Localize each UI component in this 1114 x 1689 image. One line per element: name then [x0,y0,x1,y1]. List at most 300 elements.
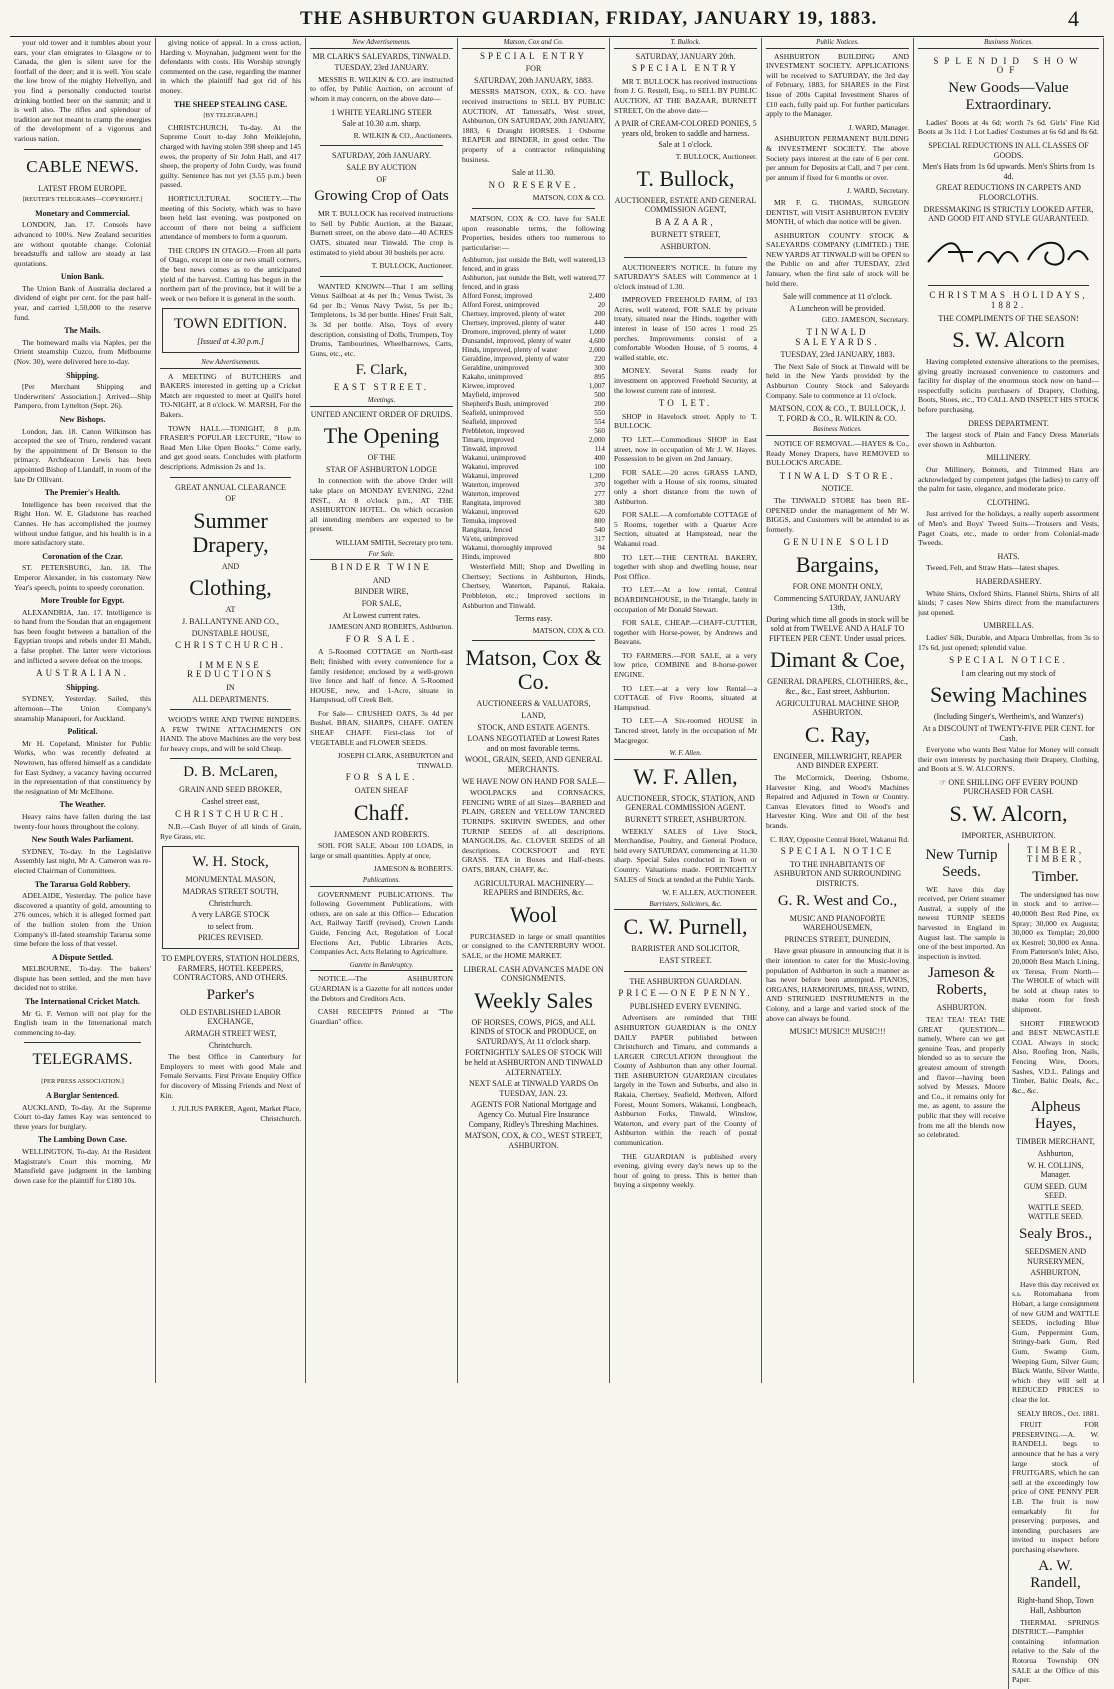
land-place: Ashburton, just outside the Belt, well watered, fenced, and in grass [462,256,598,274]
haberdashery: HABERDASHERY. [975,576,1042,586]
land-acres: 620 [594,508,605,517]
carpets: GREAT REDUCTIONS IN CARPETS AND FLOORCLOTHS. [936,183,1081,202]
column-2 [156,38,306,1383]
clearance-line: AT [225,605,236,615]
news-heading: The Mails. [64,326,101,336]
land-row [462,517,605,526]
land-row [462,310,605,319]
chaff-line: JAMESON AND ROBERTS. [333,829,430,839]
column-1 [10,38,156,1383]
stock-name: W. H. Stock, [192,854,269,871]
auctioneer-notice: AUCTIONEER'S NOTICE. In future my SATURDAY'S SALES will Commence at 1 o'clock instead of 1.30. [614,262,757,291]
land-place: Rangitata, improved [462,499,521,508]
land-row [462,346,605,355]
news-heading: A Dispute Settled. [51,952,114,962]
news-text: ST. PETERSBURG, Jan. 18. The Emperor Alexander, in his customary New Year's speech, points to speedy coronation. [14,563,151,592]
column-5 [610,38,762,1383]
news-text: Mr H. Copeland, Minister for Public Works, who was recently defeated at Newtown, has offered himself as a candidate for East Sydney, a vacancy having occurred in the representation of that constituency by the resignation of Mr McElhone. [14,738,151,796]
land-acres: 220 [594,355,605,364]
land-place: Seafield, improved [462,418,517,427]
column-6 [762,38,914,1383]
gum-seed: GUM SEED. GUM SEED. [1023,1181,1088,1201]
agri-machinery: AGRICULTURAL MACHINERY—REAPERS and BINDERS, &c. [473,878,594,898]
twine-sign: JAMESON AND ROBERTS, Ashburton. [328,622,453,632]
alcorn-sub: IMPORTER, ASHBURTON. [961,831,1056,841]
parker-line: Christchurch. [208,1040,253,1050]
druids-line: STAR OF ASHBURTON LODGE [326,464,437,474]
news-text: ALEXANDRIA, Jan. 17. Intelligence is to hand from the Soudan that an engagement has been fought between a battalion of the Egyptian troops and rebels under El Mahdi, a false prophet. The latter were victorious and inflicted a severe defeat on the troops. [14,607,151,665]
news-heading: The International Cricket Match. [25,997,140,1007]
dress-text: The largest stock of Plain and Fancy Dress Materials ever shown in Ashburton. [918,430,1099,449]
news-text: The Union Bank of Australia declared a dividend of eight per cent. for the past half-year, and carried 1,50,000 to the reserve fund. [14,283,151,322]
mc-line: LAND, [521,711,546,721]
let-item: TO LET.—At a low rental, Central BOARDINGHOUSE, in the Triangle, lately in occupation of Mr Donald Stewart. [614,585,757,614]
sheep-case-text: CHRISTCHURCH, To-day. At the Supreme Court to-day John Meiklejohn, charged with having stolen 398 sheep and 145 ewes, the property of Sir John Hall, and 417 sheep, the property of John Cordy, was found guilty. Sentence has not yet (3.55 p.m.) been passed. [160,122,301,190]
news-heading: The Lambing Down Case. [38,1135,127,1145]
clearance-line: DUNSTABLE HOUSE, [191,628,270,638]
firewood-text: SHORT FIREWOOD and BEST NEWCASTLE COAL Always in stock; Also, Roofing Iron, Nails, Fencing Wire, Doors, Sashes, V.D.L. Palings and Timber, Baltic Deals, &c., &c., &c. [1012,1018,1099,1095]
news-text: MELBOURNE, To-day. The bakers' dispute has been settled, and the men have decided not to strike. [14,964,151,993]
guardian-line: PUBLISHED EVERY EVENING. [629,1001,742,1011]
tinwald-date: TUESDAY, 23rd JANUARY, 1883. [780,350,895,360]
telegrams-credit: [PER PRESS ASSOCIATION.] [41,1078,124,1086]
timber-title: Timber. [1032,868,1079,885]
sewing-machines: Sewing Machines [929,682,1088,708]
oats-of: OF [376,174,387,184]
special-date: SATURDAY, 20th JANUARY, 1883. [474,75,593,85]
land-acres: 380 [594,499,605,508]
section-label: Publications. [310,876,453,887]
ray-text: The McCormick, Deering, Osborne, Harvester King, and Wood's Machines Repaired and Adjusted in Town or Country. Canvas Elevators fitted to Wood's and Harvester King. Wire and Oil of the best brands. [766,773,909,830]
land-place: Shepherd's Bush, unimproved [462,400,549,409]
clearance-clothing: Clothing, [189,575,272,601]
land-row [462,490,605,499]
column-7 [914,38,1104,1685]
clearance-line: CHRISTCHURCH. [175,640,286,651]
land-acres: 400 [594,454,605,463]
land-row [462,274,605,292]
hats-prices: Men's Hats from 1s 6d upwards. Men's Shirts from 1s 4d. [922,162,1095,181]
news-heading: The Tararua Gold Robbery. [34,879,131,889]
land-place: Kakaho, unimproved [462,373,523,382]
alcorn-text: Having completed extensive alterations to the premises, giving greatly increased convenience to customers and facility for display of the enormous stock now on hand—respectfully solicits purchasers of Drapery, Clothing, Boots, Shoes, etc., TO CALL AND INSPECT HIS STOCK before purchasing. [918,357,1099,415]
land-row [462,337,605,346]
west-line: MUSIC AND PIANOFORTE WAREHOUSEMEN, [789,913,886,933]
news-text: SYDNEY, To-day. In the Legislative Assembly last night, Mr A. Cameron was re-elected Chairman of Committees. [14,846,151,875]
column-header: W. F. Allen. [614,749,757,760]
ray-line: ENGINEER, MILLWRIGHT, REAPER AND BINDER EXPERT. [772,751,903,771]
ray-sign: C. RAY, Opposite Central Hotel, Wakanui Rd. [770,834,909,844]
chaff-line: FOR SALE. [345,772,418,783]
west-foot: MUSIC! MUSIC!! MUSIC!!! [789,1027,886,1037]
land-row [462,328,605,337]
wool-onhand: WE HAVE NOW ON HAND FOR SALE— [462,776,605,786]
hats-text: Tweed, Felt, and Straw Hats—latest shapes. [926,563,1060,573]
soil-sign: JAMESON & ROBERTS. [373,864,453,874]
wilkin-steer: 1 WHITE YEARLING STEER [331,107,432,117]
bullock-line: BAZAAR, [655,216,716,227]
let-item: TO FARMERS.—FOR SALE, at a very low price, COMBINE and 8-horse-power ENGINE. [614,650,757,680]
matson-sign: MATSON, COX & CO. [532,193,605,203]
news-text: London, Jan. 18. Canon Wilkinson has accepted the see of Truro, rendered vacant by the appointment of Dr Benson to the primacy. Archdeacon Lewis has been appointed Bishop of Llandaff, in room of the late Dr Ollivant. [14,426,151,484]
news-heading: Monetary and Commercial. [35,208,130,218]
mclaren-line: GRAIN AND SEED BROKER, [179,785,282,795]
perm-ad: ASHBURTON PERMANENT BUILDING & INVESTMENT SOCIETY. The above Society pays interest at the rate of 6 per cent. per annum for Deposits at Call, and 7 per cent. per annum if fixed for 6 months or over. [766,134,909,182]
christmas-holidays: CHRISTMAS HOLIDAYS, 1882. [929,290,1088,310]
telegrams-heading: TELEGRAMS. [32,1051,133,1069]
section-label: Gazette in Bankruptcy. [310,961,453,972]
news-text: LONDON, Jan. 17. Consols have advanced to 100¼. New Zealand securities are without quotable change. Colonial breadstuffs and tallow are steady at last quotations. [14,220,151,268]
umbrellas: UMBRELLAS. [983,621,1034,631]
land-place: Wakanui, improved [462,472,519,481]
jr-address: ASHBURTON. [936,1003,987,1013]
thomas-ad: MR F. G. THOMAS, SURGEON DENTIST, will VISIT ASHBURTON EVERY MONTH, of which due notice will be given. [766,197,909,227]
bullock-line: BURNETT STREET, [650,230,721,240]
hayes-line: Ashburton, [1037,1148,1074,1158]
binders-ad: WOOD'S WIRE AND TWINE BINDERS. A FEW TWINE ATTACHMENTS ON HAND. The above Machines are the very best for heavy crops, and will be sold Cheap. [160,715,301,753]
timber-text: The undersigned has now in stock and to arrive— 40,000ft Best Red Pine, ex Spray; 30,000 ex Augusta; 30,000 ex Templar; 20,000 ex Kestrel; 30,000 ex Anna. From Patterson's Inlet; Also, 20,000ft Best Match Lining, ex Teresa, From North— The WHOLE of which will be sold at cheap rates to make room for fresh shipment. [1012,889,1099,1014]
ray-name: C. Ray, [804,721,871,747]
mc-line: AUCTIONEERS & VALUATORS, [476,699,591,709]
masthead-title: THE ASHBURTON GUARDIAN, FRIDAY, JANUARY 19, 1883. [300,8,878,29]
cash-receipts: CASH RECEIPTS Printed at "The Guardian" office. [310,1007,453,1026]
news-heading: Political. [67,727,98,737]
land-row [462,400,605,409]
land-row [462,508,605,517]
news-text: AUCKLAND, To-day. At the Supreme Court to-day James Kay was sentenced to three years for burglary. [14,1102,151,1131]
west-text: Have great pleasure in announcing that it is their intention to cater for the Music-loving population of Ashburton in such a manner as has never before been attempted. PIANOS, ORGANS, HARMONIUMS, BRASS, WIND, AND STRINGED INSTRUMENTS in the Colony, and a large and varied stock of the above can always be found. [766,946,909,1023]
abs-ad: ASHBURTON BUILDING AND INVESTMENT SOCIETY. APPLICATIONS will be received to SATURDAY, the 3rd day of February, 1883, for SHARES in the First Issue of 200s Capital Investment Shares of £10 each, fully paid up. For further particulars apply to the Manager. [766,51,909,119]
section-label: New Advertisements. [310,38,453,49]
store-text: The TINWALD STORE has been RE-OPENED under the management of Mr W. BIGGS, and Customers will be attended to as formerly. [766,495,909,534]
sewing-sub: (Including Singer's, Wertheim's, and Wanzer's) [933,712,1084,722]
land-acres: 440 [594,319,605,328]
wool-merchants: WOOL, GRAIN, SEED, AND GENERAL MERCHANTS. [464,755,603,774]
clothing: CLOTHING. [987,497,1030,507]
bargains-line: During which time all goods in stock will be sold at from TWELVE AND A HALF TO FIFTEEN PER CENT. Under usual prices. [766,614,909,643]
land-place: Dunsandel, improved, plenty of water [462,337,571,346]
twine-line: BINDER TWINE [331,562,432,573]
county-time: Sale will commence at 11 o'clock. [782,292,893,302]
sealy-text: Have this day received ex s.s. Rotomahana from Hobart, a large consignment of new GUM and WATTLE SEEDS, including Blue Gum, Peppermint Gum, Stringy-bark Gum, Red Gum, Swamp Gum, Weeping Gum, Silver Gum; Black Wattle, Silver Wattle, which they will sell at REDUCED PRICES to clear the lot. [1012,1279,1099,1404]
tinwald-text: The Next Sale of Stock at Tinwald will be held in the New Yards provided by the Ashburton County Stock and Saleyards Company. Sale to commence at 11 o'clock. [766,361,909,400]
special-entry: SPECIAL ENTRY [480,50,587,61]
land-row [462,472,605,481]
butchers-ad: A MEETING of BUTCHERS and BAKERS interested in getting up a Cricket Match are requested to meet at Quill's hotel TO-NIGHT, at 8 o'clock. W. MARSH, For the Bakers. [160,371,301,419]
guardian-price: PRICE—ONE PENNY. [618,988,753,999]
weekly-sales-title: Weekly Sales [474,987,593,1013]
land-acres: 94 [597,544,605,553]
news-text: ADELAIDE, Yesterday. The police have discovered a quantity of gold, amounting to 276 ounces, which it is alleged formed part of the bullion stolen from the Union Company's ill-fated steamship Tararua some time before the loss of that vessel. [14,891,151,949]
land-row [462,391,605,400]
land-place: Hinds, improved, plenty of water [462,346,558,355]
alcorn-name-2: S. W. Alcorn, [949,801,1068,827]
australian-items [14,683,151,1038]
mc-line: LOANS NEGOTIATED at Lowest Rates and on most favorable terms. [467,734,600,753]
cable-items [14,209,151,666]
land-place: Wakanui, unimproved [462,454,526,463]
crops-text: THE CROPS IN OTAGO.—From all parts of Otago, except in one or two small corners, the best news comes as to the anticipated yield of the harvest. Cutting has begun in the northern part of the province, but it will be a week or two before it is general in the south. [160,245,301,303]
wool-advances: LIBERAL CASH ADVANCES MADE ON CONSIGNMENTS. [463,964,604,984]
land-place: Kirwee, improved [462,382,515,391]
masthead-rule [10,36,1104,37]
land-row [462,436,605,445]
land-place: Wakanui, improved [462,508,519,517]
mclaren-line: CHRISTCHURCH. [175,808,286,819]
county-sign: GEO. JAMESON, Secretary. [821,315,909,325]
fruit-text: FRUIT FOR PRESERVING.—A. W. RANDELL begs to announce that he has a very large stock of FRUITGARS, which he can sell at the exceedingly low price of ONE PENNY PER LB. The fruit is now remarkably fit for preserving purposes, and intending purchasers are invited to inspect before purchasing elsewhere. [1012,1420,1099,1554]
land-acres: 800 [594,553,605,562]
sealy-name: Sealy Bros., [1019,1226,1092,1243]
sealy-sign: SEALY BROS., Oct. 1881. [1017,1408,1099,1418]
land-row [462,256,605,274]
clearance-line: OF [225,494,236,504]
clothing-text: Just arrived for the holidays, a really superb assortment of Men's and Boys' Tweed Suits—Trousers and Vests, Paget Coats, etc., made to order from Colonial-made Tweeds. [918,509,1099,548]
sale-time: Sale at 1 o'clock. [658,140,713,150]
mclaren-name: D. B. McLaren, [183,764,278,781]
news-text: [Per Merchant Shipping and Underwriters' Association.] Arrived—Ship Pampero, from Lyttelton (Sept. 26). [14,382,151,411]
land-acres: 2,000 [588,346,605,355]
weekly-text: OF HORSES, COWS, PIGS, and ALL KINDS of STOCK and PRODUCE, on SATURDAYS, At 11 o'clock sharp. [470,1017,597,1046]
chaff-title: Chaff. [353,799,410,825]
land-acres: 800 [594,517,605,526]
land-place: Alford Forest, improved [462,292,533,301]
parker-line: ARMAGH STREET WEST, [184,1028,277,1038]
dimant-line: GENERAL DRAPERS, CLOTHIERS, &c., &c., &c., East street, Ashburton. [767,677,908,697]
druids-opening: The Opening [323,423,440,449]
stock-line: MONUMENTAL MASON, [185,875,276,885]
shop-ad: SHOP in Havelock street. Apply to T. BULLOCK. [614,411,757,431]
turnip-seeds: New Turnip Seeds. [925,846,998,880]
timber-line: TIMBER, TIMBER, [1026,844,1085,865]
land-place: Hinds, improved [462,553,511,562]
land-row [462,319,605,328]
land-place: Temuka, improved [462,517,517,526]
column-4 [458,38,610,1383]
stock-line: Christchurch. [208,898,253,908]
purnell-line: EAST STREET. [659,955,712,965]
land-acres: 560 [594,427,605,436]
tinwald-heading: TINWALD SALEYARDS. [795,327,880,347]
stock-line: A very LARGE STOCK [191,910,270,920]
soil-ad: SOIL FOR SALE. About 100 LOADS, in large or small quantities. Apply at once, [310,841,453,860]
section-label: For Sale. [310,550,453,561]
land-acres: 370 [594,481,605,490]
land-acres: 2,400 [588,292,605,301]
andrew-orr-signature [918,232,1098,272]
stock-line: to select from. [207,921,254,931]
news-text: Mr G. F. Vernon will not play for the English team in the International match commencing to-day. [14,1008,151,1037]
news-heading: New South Wales Parliament. [31,835,134,845]
druids-line: OF THE [367,453,396,463]
store-heading: TINWALD STORE. [779,470,896,481]
news-text: SYDNEY, Yesterday. Sailed, this afternoon—The Union Company's steamship Manapouri, for Auckland. [14,694,151,723]
let-item: FOR SALE.—20 acres GRASS LAND, together with a House of six rooms, situated only a short distance from the town of Ashburton. [614,467,757,506]
news-heading: More Trouble for Egypt. [40,596,125,606]
millinery: MILLINERY. [986,453,1031,463]
land-place: Wakanui, improved [462,463,519,472]
news-heading: Shipping. [66,682,99,692]
land-row [462,355,605,364]
land-row [462,409,605,418]
perm-sign: J. WARD, Secretary. [846,186,909,196]
news-text: Heavy rains have fallen during the last twenty-four hours throughout the colony. [14,811,151,831]
news-text: The homeward mails via Naples, per the Orient steamship Cuzco, from Melbourne (Nov. 30), were delivered here to-day. [14,337,151,367]
land-row [462,427,605,436]
land-row [462,481,605,490]
mc-sign: MATSON, COX, & CO., WEST STREET, ASHBURTON. [464,1131,603,1150]
land-place: Wakanui, thoroughly improved [462,544,552,553]
sheep-case-heading: THE SHEEP STEALING CASE. [173,99,288,109]
land-place: Prebbleton, improved [462,427,525,436]
county-lunch: A Luncheon will be provided. [789,303,886,313]
alcorn-name: S. W. Alcorn [952,327,1065,353]
matson-cox-title: Matson, Cox & Co. [465,645,602,695]
news-heading: Union Bank. [60,272,105,282]
town-edition-sub: [Issued at 4.30 p.m.] [197,337,264,347]
tea-text: TEA! TEA! TEA! THE GREAT QUESTION—namely, Where can we get genuine Teas, and properly blended so as to secure the greatest amount of strength and flavor—having been solved by Messrs. Moore and Co., it remains only for me, as agent, to assure the public that they will receive from me all the blends now so celebrated. [918,1015,1005,1140]
agents: AGENTS FOR National Mortgage and Agency Co. Mutual Fire Insurance Company, Ridley's Threshing Machines. [468,1100,599,1129]
news-heading: The Premier's Health. [44,488,121,498]
clark-name: F. Clark, [355,362,408,379]
land-acres: 77 [597,274,605,283]
fsale-text: A 5-Roomed COTTAGE on North-east Belt; finished with every convenience for a family residence; enclosed by a well-grown live fence and half of fence. A 5-Roomed HOUSE, new, and 1-Acre, situate in Hampstead, off Creek Belt. [310,647,453,705]
land-row [462,535,605,544]
crushed-ad: For Sale— CRUSHED OATS, 3s 4d per Bushel. BRAN, SHARPS, CHAFF. OATEN SHEAF CHAFF. First-class lot of VEGETABLE and FLOWER SEEDS. [310,708,453,747]
let-item: TO LET.—at a very low Rental—a COTTAGE of Five Rooms, situated at Hampstead. [614,683,757,712]
immense-line: IN [226,682,235,692]
oats-date: SATURDAY, 20th JANUARY. [332,151,431,161]
cable-subheading: LATEST FROM EUROPE. [38,183,127,193]
land-row [462,526,605,535]
purnell-name: C. W. Purnell, [623,914,748,940]
oats-sign: T. BULLOCK, Auctioneer. [371,261,453,271]
store-notice: NOTICE. [821,484,854,494]
immense-line: ALL DEPARTMENTS. [192,694,269,704]
randell-name: A. W. Randell, [1030,1558,1081,1592]
news-heading: New Bishops. [59,415,106,424]
millinery-text: Our Millinery, Bonnets, and Trimmed Hats are acknowledged by competent judges (the ladies) to carry off the palm for taste, elegance, and moderate price. [918,465,1099,494]
umbrellas-text: Ladies' Silk, Durable, and Alpaca Umbrellas, from 3s to 17s 6d, just opened; splendid value. [918,632,1099,652]
bullock-date: SATURDAY, JANUARY 20th. [635,51,736,61]
column-header: T. Bullock. [614,38,757,49]
land-row [462,373,605,382]
allen-text: WEEKLY SALES of Live Stock, Merchandise, Poultry, and General Produce, held every SATURDAY, commencing at 11.30 sharp. Special Sales conducted in Town or Country. Valuations made. FORTNIGHTLY SALES of Stock at tended at the Public Yards. [614,826,757,884]
bargains-line: GENUINE SOLID [783,537,892,548]
hayes-name: Alpheus Hayes, [1030,1099,1081,1133]
section-label: Business Notices. [766,425,909,436]
fsale-title: FOR SALE. [345,633,418,644]
guardian-text: Advertisers are reminded that THE ASHBURTON GUARDIAN is the ONLY DAILY PAPER published between Christchurch and Timaru, and commands a LARGER CIRCULATION throughout the County of Ashburton than any other Journal. THE ASHBURTON GUARDIAN circulates largely in the Town and Suburbs, and also in Rakaia, Chertsey, Seafield, Methven, Alford Forest, Mount Somers, Wakanui, Longbeach, Ashburton Forks, Tinwald, Winslow, Waterton, and every part of the County of Ashburton within the reach of postal communication. [614,1013,757,1148]
bullock-name: T. Bullock, [636,165,735,191]
section-label: New Advertisements. [160,358,301,369]
haberdashery-text: White Shirts, Oxford Shirts, Flannel Shirts, Shirts of all kinds; 7 cases New Shirts direct from the manufacturers just opened. [918,588,1099,617]
druids-sign: WILLIAM SMITH, Secretary pro tem. [335,537,453,547]
special-line: TO THE INHABITANTS OF ASHBURTON AND SURROUNDING DISTRICTS. [773,859,902,888]
news-heading: Coronation of the Czar. [42,551,123,561]
cable-news-heading: CABLE NEWS. [26,156,139,176]
twine-line: At Lowest current rates. [342,610,421,620]
best-value: Everyone who wants Best Value for Money will consult their own interests by purchasing their Drapery, Clothing, and Boots at S. W. ALCORN'S. [918,745,1099,774]
land-acres: 20 [597,301,605,310]
westerfield-text: Westerfield Mill; Shop and Dwelling in Chertsey; Sections in Ashburton, Hinds, Chertsey, Waterton, Papanui, Rakaia, Prebbleton, etc.; Improved sections in Ashburton and Tinwald. [462,562,605,610]
page-number: 4 [1068,6,1079,31]
ponies: A PAIR of CREAM-COLORED PONIES, 5 years old, broken to saddle and harness. [614,119,757,138]
land-acres: 550 [594,409,605,418]
sealy-line: SEEDSMEN AND NURSERYMEN, [1024,1247,1087,1266]
wool-text: PURCHASED in large or small quantities or consigned to the CANTERBURY WOOL SALE, or the HOME MARKET. [462,931,605,960]
hayes-line: TIMBER MERCHANT, [1016,1137,1095,1147]
column-header: Matson, Cox and Co. [462,38,605,49]
boots-text: Ladies' Boots at 4s 6d; worth 7s 6d. Girls' Fine Kid Boots at 3s 11d. 1 Lot Ladies' Costumes at 6s 6d and 8s 6d. [918,117,1099,137]
money-ad: MONEY. Several Sums ready for investment on approved Freehold Security, at the lowest current rate of interest. [614,366,757,395]
allen-name: W. F. Allen, [633,763,738,789]
land-row [462,454,605,463]
clearance-line: AND [221,561,240,571]
matson-ad: MESSRS MATSON, COX, & CO. have received instructions to SELL BY PUBLIC AUCTION, AT Tattersall's, West street, Ashburton, ON SATURDAY, 20th JANUARY, 1883, 6 Draught HORSES. 1 Osborne REAPER and BINDER, in good order. The property of a contractor relinquishing business. [462,87,605,164]
mc-line: STOCK, AND ESTATE AGENTS. [477,722,590,732]
land-acres: 540 [594,526,605,535]
land-place: Waterton, improved [462,481,520,490]
special-reductions: SPECIAL REDUCTIONS IN ALL CLASSES OF GOODS. [928,140,1089,160]
land-acres: 4,600 [588,337,605,346]
land-acres: 317 [594,535,605,544]
terms-sign: MATSON, COX & CO. [532,625,605,635]
land-list [462,256,605,562]
section-label: Barristers, Solicitors, &c. [614,900,757,911]
west-name: G. R. West and Co., [777,892,898,909]
purnell-line: BARRISTER AND SOLICITOR, [631,944,740,954]
bargains-line: FOR ONE MONTH ONLY, [792,581,883,591]
special-for: FOR [525,64,542,74]
parker-heading: TO EMPLOYERS, STATION HOLDERS, FARMERS, HOTEL KEEPERS, CONTRACTORS, AND OTHERS. [161,954,300,983]
land-row [462,544,605,553]
news-heading: The Weather. [59,800,106,810]
twine-line: FOR SALE, [361,598,402,608]
land-acres: 1,000 [588,328,605,337]
land-acres: 100 [594,463,605,472]
land-place: Va'etu, unimproved [462,535,518,544]
stock-box [162,846,299,949]
shilling-off: ☞ ONE SHILLING OFF EVERY POUND PURCHASED FOR CASH. [939,777,1078,797]
allen-sign: W. F. ALLEN, AUCTIONEER. [662,888,757,898]
land-row [462,382,605,391]
parker-line: OLD ESTABLISHED LABOR EXCHANGE, [180,1007,281,1027]
oats-text: MR T. BULLOCK has received instructions to Sell by Public Auction, at the Bazaar, Burnett street, on the above date—40 ACRES OATS, situated near Tinwald. The crop is estimated to yield about 30 bushels per acre. [310,209,453,257]
next-sale: NEXT SALE at TINWALD YARDS On TUESDAY, JAN. 23. [469,1079,598,1098]
land-place: Geraldine, unimproved [462,364,529,373]
clark-address: EAST STREET. [333,382,430,393]
bullock-sign: T. BULLOCK, Auctioneer. [675,151,757,161]
tinwald-sign: MATSON, COX & CO., T. BULLOCK, J. T. FORD & CO., R. WILKIN & CO. [769,404,906,423]
mclaren-note: N.B.—Cash Buyer of all kinds of Grain, Rye Grass, etc. [160,822,301,841]
column-header: Business Notices. [918,38,1099,49]
land-row [462,445,605,454]
town-hall-ad: TOWN HALL.—TONIGHT, 8 p.m. FRASER'S POPULAR LECTURE, "How to Read Men Like Open Books." Come early, and get good seats. Concludes with platform descriptions. Admission 2s and 1s. [160,423,301,471]
column-header: Public Notices. [766,38,909,49]
wool-items: WOOLPACKS and CORNSACKS, FENCING WIRE of all Sizes—BARBED and PLAIN, GREEN and YELLOW TANCRED TURNIPS. SKIRVIN SWEDES, and other TURNIP SEEDS of all descriptions. MANGOLDS, &c. CLOVER SEEDS of all descriptions. COCKSFOOT and RYE GRASS. TEA in Boxes and Half-chests. OATS, BRAN, CHAFF, &c. [462,788,605,874]
land-acres: 895 [594,373,605,382]
land-acres: 554 [594,418,605,427]
parker-body: The best Office in Canterbury for Employers to meet with good Male and Female Servants. First Private Enquiry Office for discovery of Missing Friends and Next of Kin. [160,1052,301,1100]
freehold-ad: IMPROVED FREEHOLD FARM, of 193 Acres, well watered, FOR SALE by private treaty, situated near the Hinds, together with interest in lease of 150 acres 1 rood 25 perches. Improvements consist of a comfortable Wooden House, of 5 rooms, 4 walled stable, etc. [614,295,757,362]
bullock-ad: MR T. BULLOCK has received instructions from J. G. Restell, Esq., to SELL BY PUBLIC AUCTION, AT THE BAZAAR, BURNETT STREET, On the above date— [614,76,757,115]
cable-credit: [REUTER'S TELEGRAMS—COPYRIGHT.] [22,196,143,204]
dimant-name: Dimant & Coe, [769,647,906,673]
let-item: FOR SALE.—A comfortable COTTAGE of 5 Rooms, together with a Quarter Acre Section, situated at Hampstead, near the Wakanui road. [614,510,757,548]
news-text: WELLINGTON, To-day. At the Resident Magistrate's Court this morning, Mr Mansfield gave judgment in the lambing down case for the plaintiff for £180 10s. [14,1147,151,1185]
parker-sign: J. JULIUS PARKER, Agent, Market Place, Christchurch. [171,1104,301,1123]
